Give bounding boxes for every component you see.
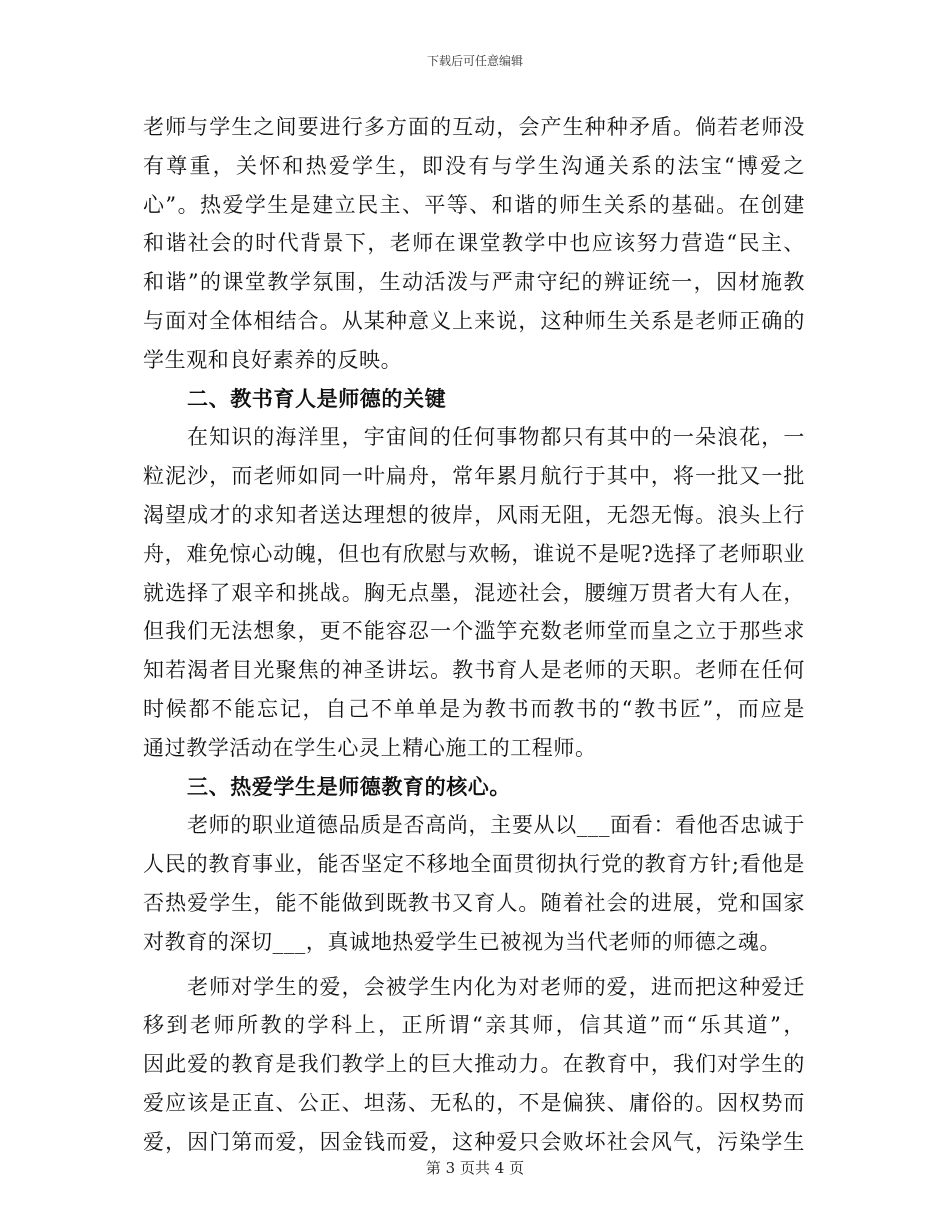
text-line: 知若渴者目光聚焦的神圣讲坛。教书育人是老师的天职。老师在任何 <box>143 658 805 683</box>
page-header: 下载后可任意编辑 <box>426 54 523 68</box>
text-line: 老师与学生之间要进行多方面的互动，会产生种种矛盾。倘若老师没 <box>143 115 805 139</box>
text-line: 否热爱学生，能不能做到既教书又育人。随着社会的进展，党和国家 <box>143 890 805 915</box>
document-body <box>143 108 805 1162</box>
text-line: 粒泥沙，而老师如同一叶扁舟，常年累月航行于其中，将一批又一批 <box>143 464 805 489</box>
text-line: 与面对全体相结合。从某种意义上来说，这种师生关系是老师正确的 <box>143 308 805 333</box>
text-line: 渴望成才的求知者送达理想的彼岸，风雨无阻，无怨无悔。浪头上行 <box>143 502 805 527</box>
text-line: 因此爱的教育是我们教学上的巨大推动力。在教育中，我们对学生的 <box>143 1052 805 1077</box>
text-line: 学生观和良好素养的反映。 <box>143 347 403 372</box>
text-line: 时候都不能忘记，自己不单单是为教书而教书的“教书匠”，而应是 <box>143 696 805 721</box>
text-line: 就选择了艰辛和挑战。胸无点墨，混迹社会，腰缠万贯者大有人在， <box>143 580 805 605</box>
text-line: 和谐社会的时代背景下，老师在课堂教学中也应该努力营造“民主、 <box>143 231 805 256</box>
page-footer: 第 3 页共 4 页 <box>425 1159 525 1177</box>
text-line: 老师对学生的爱，会被学生内化为对老师的爱，进而把这种爱迁 <box>187 974 805 999</box>
text-line: 在知识的海洋里，宇宙间的任何事物都只有其中的一朵浪花，一 <box>187 425 805 450</box>
text-line: 但我们无法想象，更不能容忍一个滥竽充数老师堂而皇之立于那些求 <box>143 619 805 644</box>
text-line: 心”。热爱学生是建立民主、平等、和谐的师生关系的基础。在创建 <box>143 192 805 217</box>
text-line: 舟，难免惊心动魄，但也有欣慰与欢畅，谁说不是呢?选择了老师职业 <box>143 541 805 566</box>
text-line: 通过教学活动在学生心灵上精心施工的工程师。 <box>143 735 597 760</box>
text-line: 移到老师所教的学科上，正所谓“亲其师，信其道”而“乐其道”， <box>143 1013 805 1038</box>
text-line: 人民的教育事业，能否坚定不移地全面贯彻执行党的教育方针;看他是 <box>143 852 805 877</box>
text-line: 对教育的深切___，真诚地热爱学生已被视为当代老师的师德之魂。 <box>143 929 782 954</box>
text-line: 老师的职业道德品质是否高尚，主要从以___面看：看他否忠诚于 <box>187 813 805 838</box>
text-line: 爱应该是正直、公正、坦荡、无私的，不是偏狭、庸俗的。因权势而 <box>143 1090 805 1115</box>
text-line: 爱，因门第而爱，因金钱而爱，这种爱只会败坏社会风气，污染学生 <box>143 1129 805 1154</box>
text-line: 和谐”的课堂教学氛围，生动活泼与严肃守纪的辨证统一，因材施教 <box>143 270 805 295</box>
text-line: 有尊重，关怀和热爱学生，即没有与学生沟通关系的法宝“博爱之 <box>143 153 805 178</box>
section-heading: 二、教书育人是师德的关键 <box>187 385 447 411</box>
section-heading: 三、热爱学生是师德教育的核心。 <box>187 773 511 799</box>
